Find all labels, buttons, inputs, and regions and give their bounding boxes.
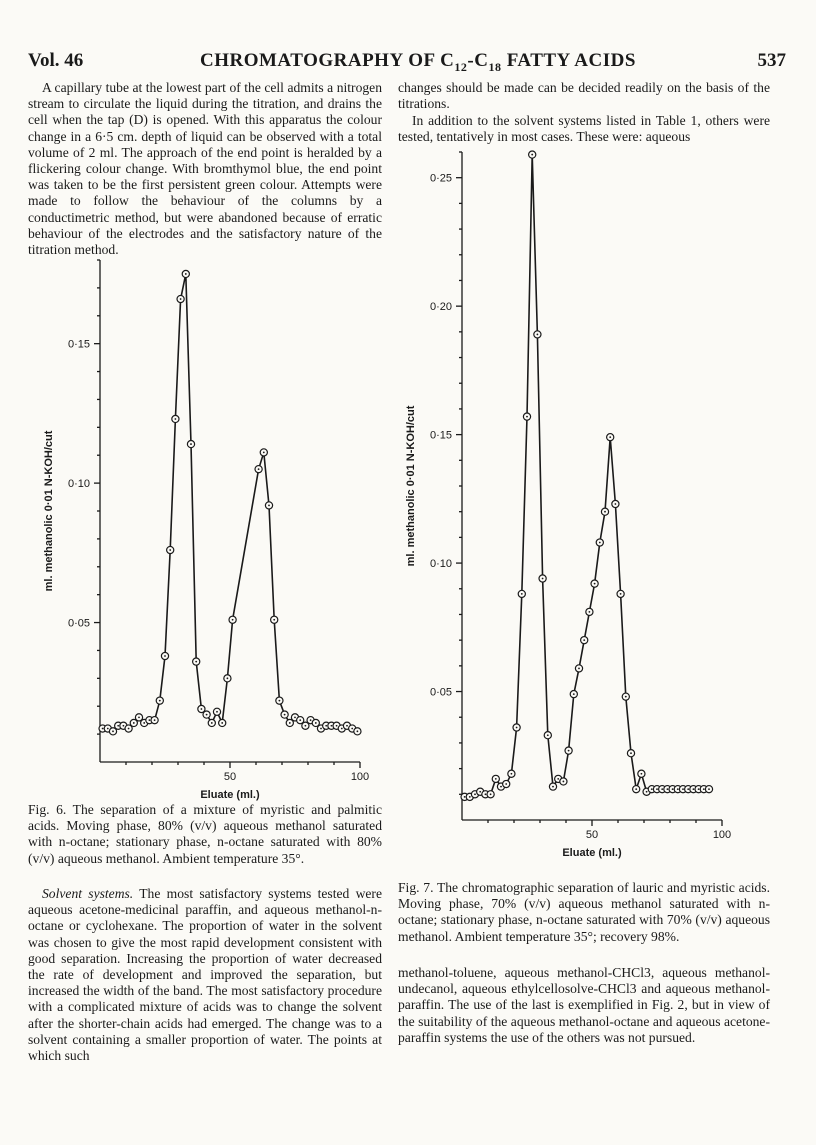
data-point-center [698, 788, 700, 790]
data-point-center [351, 728, 353, 730]
data-point-center [284, 714, 286, 716]
data-point-center [216, 711, 218, 713]
data-point-center [604, 511, 606, 513]
data-point-center [635, 788, 637, 790]
data-point-center [279, 700, 281, 702]
fig7-caption: Fig. 7. The chromatographic separation of lauric and myristic acids. Moving phase, 70% (v/v) aqueous methanol saturated with n-octane; stationary phase, n-octane saturated with 70% (v/v) aqueous methanol. Ambient temperature 35°; recovery 98%. [398, 880, 770, 944]
data-point-center [474, 793, 476, 795]
data-point-center [195, 661, 197, 663]
left-top-paragraph: A capillary tube at the lowest part of the cell admits a nitrogen stream to circulate the liquid during the titration, and drains the cell when the tap (D) is opened. With this apparatus the colour change in a 6·5 cm. depth of liquid can be observed with a total volume of 2 ml. The approach of the end point is heralded by a flickering colour change. With bromthymol blue, the end point was taken to be the first persistent green colour. Attempts were made to follow the behaviour of the columns by a conductimetric method, but were abandoned because of erratic behaviour of the electrodes and the satisfactory nature of the titration method. [28, 80, 382, 258]
data-point-center [201, 708, 203, 710]
data-point-center [206, 714, 208, 716]
data-point-center [149, 719, 151, 721]
data-point-center [325, 725, 327, 727]
data-point-center [646, 791, 648, 793]
data-point-center [117, 725, 119, 727]
data-point-center [221, 722, 223, 724]
data-point-center [485, 793, 487, 795]
page-number: 537 [757, 50, 786, 71]
x-tick-label: 100 [712, 829, 732, 841]
data-point-center [227, 677, 229, 679]
data-point-center [164, 655, 166, 657]
data-point-center [211, 722, 213, 724]
data-point-center [583, 639, 585, 641]
y-tick-label: 0·15 [67, 338, 90, 351]
data-point-center [133, 722, 135, 724]
data-point-center [594, 583, 596, 585]
data-point-center [128, 728, 130, 730]
data-point-center [331, 725, 333, 727]
y-tick-label: 0·10 [429, 558, 452, 571]
y-tick-label: 0·05 [429, 686, 452, 699]
data-point-center [107, 728, 109, 730]
data-point-center [677, 788, 679, 790]
data-point-center [693, 788, 695, 790]
data-point-center [687, 788, 689, 790]
data-point-center [305, 725, 307, 727]
data-point-center [190, 443, 192, 445]
data-point-center [703, 788, 705, 790]
data-point-center [315, 722, 317, 724]
solvent-heading: Solvent systems. [42, 886, 134, 901]
data-point-center [661, 788, 663, 790]
data-point-center [138, 716, 140, 718]
data-point-center [641, 773, 643, 775]
x-axis-label: Eluate (ml.) [200, 789, 260, 801]
data-point-center [310, 719, 312, 721]
data-point-center [568, 750, 570, 752]
data-point-center [258, 468, 260, 470]
data-point-center [625, 696, 627, 698]
data-point-center [263, 452, 265, 454]
data-point-center [599, 542, 601, 544]
x-tick-label: 50 [223, 771, 237, 783]
data-point-center [516, 727, 518, 729]
data-point-center [479, 791, 481, 793]
y-tick-label: 0·10 [67, 478, 90, 491]
data-point-center [180, 298, 182, 300]
data-point-center [299, 719, 301, 721]
solvent-text: The most satisfactory systems tested were aqueous acetone-medicinal paraffin, and aqueous methanol-n-octane or cyclohexane. The proportion of water in the solvent was chosen to give the most rapid development consistent with good separation. Increasing the proportion of water decreased the rate of development and improved the separation, but increased the width of the band. The most satisfactory procedure with a complicated mixture of acids was to change the solvent after the shorter-chain acids had emerged. The change was to a solvent containing a smaller proportion of water. The points at which such [28, 886, 382, 1064]
y-tick-label: 0·05 [67, 617, 90, 630]
data-point-center [268, 505, 270, 507]
fig7-chart [400, 150, 760, 880]
data-point-center [341, 728, 343, 730]
data-point-center [630, 752, 632, 754]
data-point-center [273, 619, 275, 621]
data-point-center [505, 783, 507, 785]
data-point-center [682, 788, 684, 790]
y-tick-label: 0·20 [429, 301, 452, 314]
right-top-paragraph-2: In addition to the solvent systems listed in Table 1, others were tested, tentatively in most cases. These were: aqueous [398, 113, 770, 145]
data-point-center [547, 734, 549, 736]
data-point-center [185, 273, 187, 275]
data-point-center [531, 154, 533, 156]
data-point-center [708, 788, 710, 790]
x-tick-label: 50 [585, 829, 599, 841]
data-point-center [289, 722, 291, 724]
data-point-center [511, 773, 513, 775]
fig6-caption: Fig. 6. The separation of a mixture of myristic and palmitic acids. Moving phase, 80% (v/v) aqueous methanol saturated with n-octane; stationary phase, n-octane saturated with 80% (v/v) aqueous methanol. Ambient temperature 35°. [28, 802, 382, 866]
data-point-center [609, 436, 611, 438]
series-line [465, 155, 709, 797]
data-point-center [651, 788, 653, 790]
data-point-center [667, 788, 669, 790]
data-point-center [232, 619, 234, 621]
data-point-center [557, 778, 559, 780]
y-tick-label: 0·25 [429, 172, 452, 185]
data-point-center [563, 781, 565, 783]
data-point-center [500, 786, 502, 788]
y-axis-label: ml. methanolic 0·01 N-KOH/cut [43, 430, 55, 592]
data-point-center [123, 725, 125, 727]
volume-label: Vol. 46 [28, 50, 84, 71]
right-top-paragraph-1: changes should be made can be decided readily on the basis of the titrations. [398, 80, 770, 112]
data-point-center [589, 611, 591, 613]
data-point-center [552, 786, 554, 788]
data-point-center [656, 788, 658, 790]
data-point-center [320, 728, 322, 730]
data-point-center [526, 416, 528, 418]
data-point-center [112, 730, 114, 732]
data-point-center [154, 719, 156, 721]
data-point-center [102, 728, 104, 730]
y-axis-label: ml. methanolic 0·01 N-KOH/cut [405, 405, 417, 567]
fig6-chart [30, 250, 390, 801]
data-point-center [159, 700, 161, 702]
data-point-center [169, 549, 171, 551]
running-title: CHROMATOGRAPHY OF $C_{12}-C_{18}$ FATTY ACIDS [200, 50, 636, 74]
data-point-center [464, 796, 466, 798]
x-axis-label: Eluate (ml.) [562, 847, 622, 859]
data-point-center [615, 503, 617, 505]
series-line [103, 274, 358, 731]
data-point-center [495, 778, 497, 780]
data-point-center [336, 725, 338, 727]
data-point-center [521, 593, 523, 595]
data-point-center [175, 418, 177, 420]
data-point-center [143, 722, 145, 724]
y-tick-label: 0·15 [429, 429, 452, 442]
data-point-center [357, 730, 359, 732]
data-point-center [573, 693, 575, 695]
data-point-center [469, 796, 471, 798]
data-point-center [620, 593, 622, 595]
data-point-center [490, 793, 492, 795]
data-point-center [542, 578, 544, 580]
right-bottom-paragraph: methanol-toluene, aqueous methanol-CHCl3, aqueous methanol-undecanol, aqueous ethylcellosolve-CHCl3 and aqueous methanol-paraffin. The use of the last is exemplified in Fig. 2, but in view of the suitability of the aqueous methanol-octane and aqueous acetone-paraffin systems the use of the others was not pursued. [398, 965, 770, 1045]
data-point-center [578, 668, 580, 670]
data-point-center [537, 334, 539, 336]
solvent-paragraph [28, 886, 382, 1064]
data-point-center [346, 725, 348, 727]
data-point-center [672, 788, 674, 790]
x-tick-label: 100 [350, 771, 370, 783]
data-point-center [294, 716, 296, 718]
